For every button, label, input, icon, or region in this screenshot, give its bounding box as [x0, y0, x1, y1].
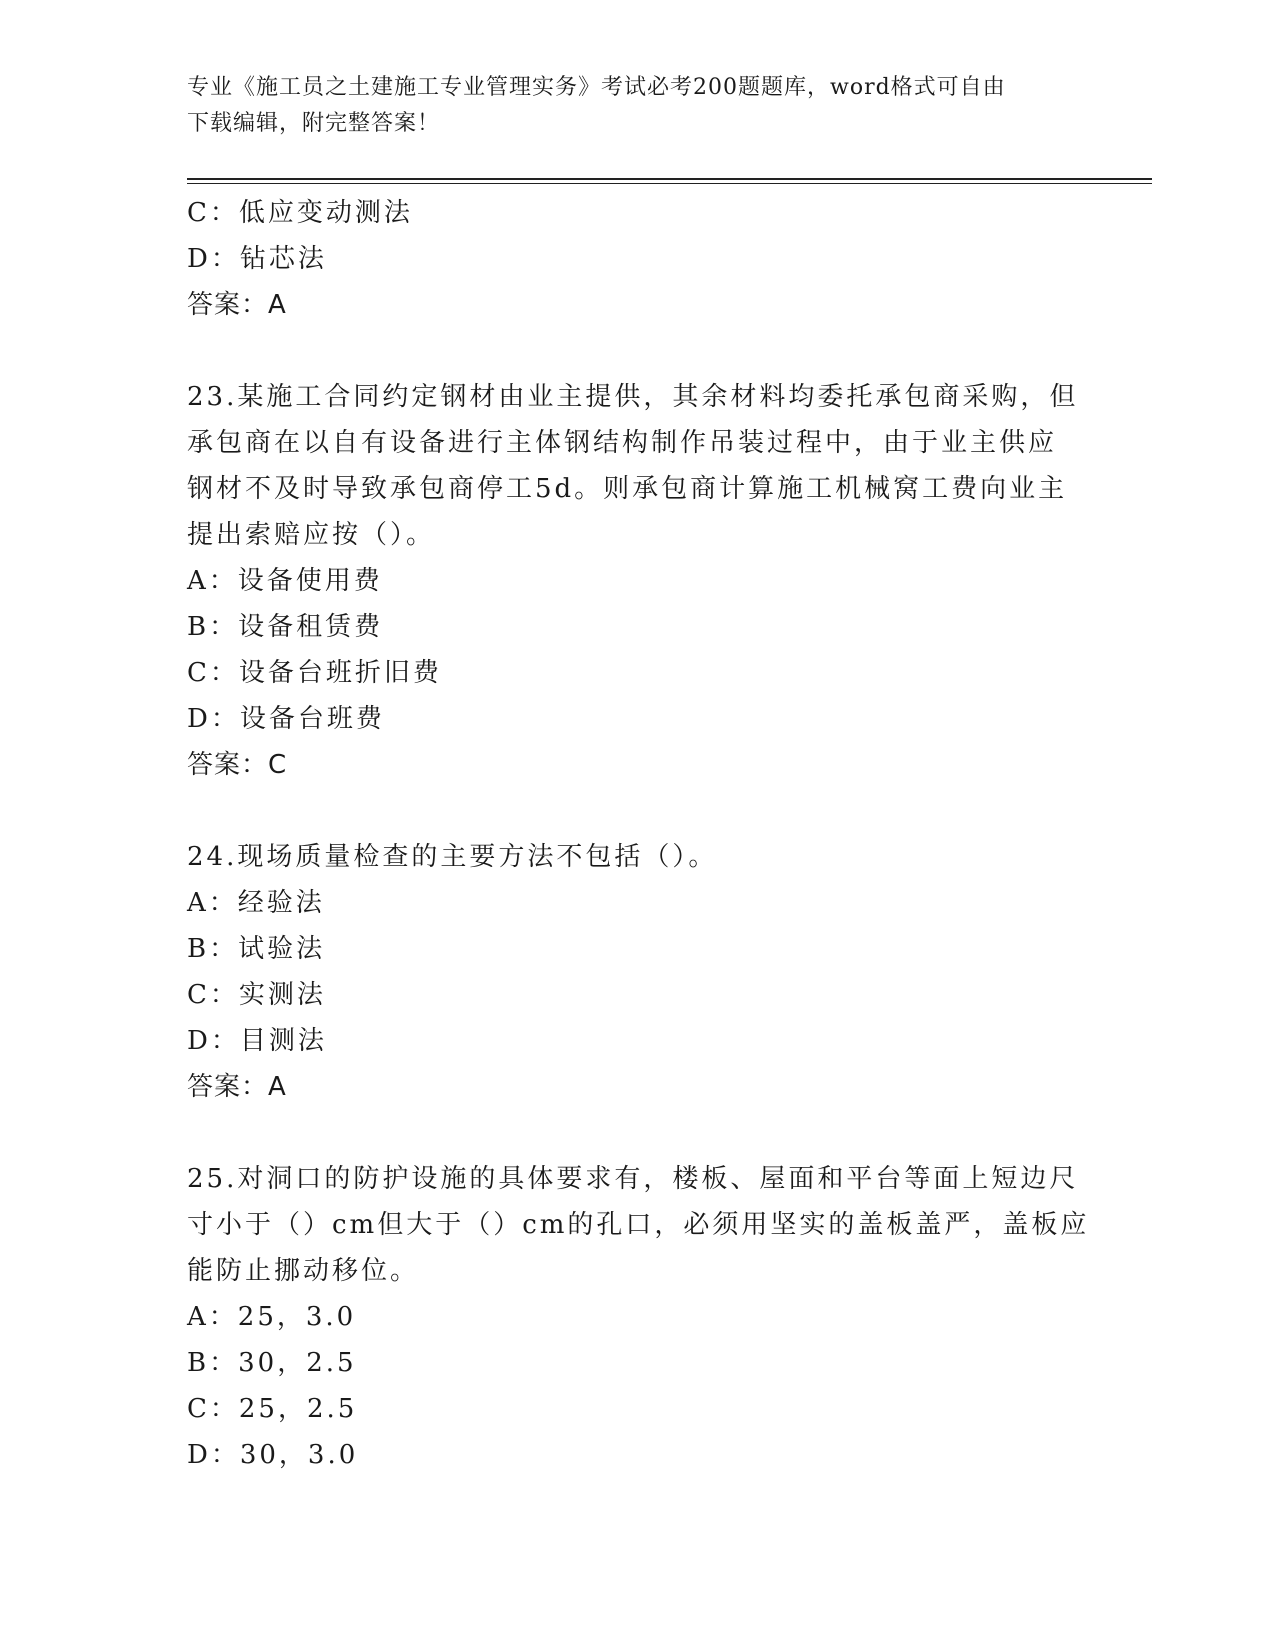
option-c: C：实测法 [187, 980, 326, 1010]
option-b: B：30，2.5 [187, 1348, 357, 1378]
spacer [187, 788, 1087, 834]
header-divider-thick [187, 178, 1152, 180]
answer-line: 答案：C [187, 750, 288, 780]
header-divider-thin [187, 183, 1152, 184]
question-text-line: 24.现场质量检查的主要方法不包括（）。 [187, 842, 718, 872]
option-a: A：设备使用费 [187, 566, 383, 596]
question-list [187, 190, 1090, 1478]
answer-line: 答案：A [187, 1072, 287, 1102]
question-text-line: 25.对洞口的防护设施的具体要求有，楼板、屋面和平台等面上短边尺 [187, 1164, 1079, 1194]
option-a: A：25，3.0 [187, 1302, 357, 1332]
question-block-23 [187, 374, 1087, 788]
question-text-line: 钢材不及时导致承包商停工5d。则承包商计算施工机械窝工费向业主 [187, 474, 1068, 504]
option-b: B：试验法 [187, 934, 326, 964]
question-text-line: 寸小于（）cm但大于（）cm的孔口，必须用坚实的盖板盖严，盖板应 [187, 1210, 1090, 1240]
option-c: C：设备台班折旧费 [187, 658, 442, 688]
option-b: B：设备租赁费 [187, 612, 384, 642]
question-block-24 [187, 834, 1087, 1110]
option-d: D：30，3.0 [187, 1440, 359, 1470]
option-d: D：目测法 [187, 1026, 327, 1056]
spacer [187, 328, 1087, 374]
option-a: A：经验法 [187, 888, 325, 918]
option-c: C：低应变动测法 [187, 198, 413, 228]
header-line-1: 专业《施工员之土建施工专业管理实务》考试必考200题题库，word格式可自由 [187, 75, 1006, 100]
question-text-line: 承包商在以自有设备进行主体钢结构制作吊装过程中，由于业主供应 [187, 428, 1058, 458]
question-text-line: 提出索赔应按（）。 [187, 520, 436, 550]
question-block-prev [187, 190, 1087, 328]
question-text-line: 23.某施工合同约定钢材由业主提供，其余材料均委托承包商采购，但 [187, 382, 1079, 412]
answer-line: 答案：A [187, 290, 287, 320]
option-d: D：设备台班费 [187, 704, 385, 734]
document-header [187, 70, 1087, 142]
question-text-line: 能防止挪动移位。 [187, 1256, 420, 1286]
question-block-25 [187, 1156, 1090, 1478]
header-line-2: 下载编辑，附完整答案！ [187, 111, 441, 136]
option-c: C：25，2.5 [187, 1394, 358, 1424]
spacer [187, 1110, 1087, 1156]
option-d: D：钻芯法 [187, 244, 327, 274]
